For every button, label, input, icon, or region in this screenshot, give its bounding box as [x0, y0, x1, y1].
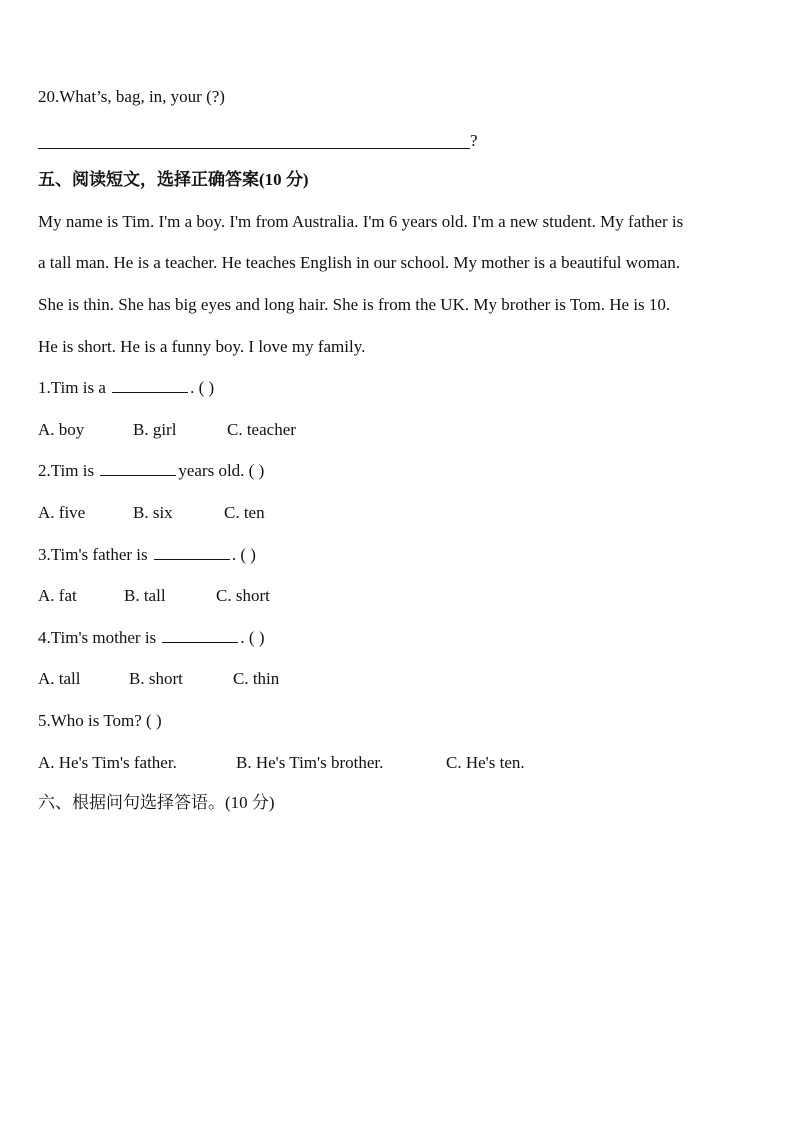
question-5-stem [38, 711, 162, 731]
question-4-option-a: A. tall [38, 669, 81, 688]
question-4-stem [38, 628, 264, 648]
q20-end-mark: ? [470, 131, 478, 150]
question-5-option-a: A. He's Tim's father. [38, 753, 177, 772]
question-3-stem [38, 545, 256, 565]
question-2-option-b: B. six [133, 503, 173, 522]
question-2-stem-after: years old. ( ) [178, 461, 265, 480]
passage-line: She is thin. She has big eyes and long hair. She is from the UK. My brother is Tom. He is 10. [38, 295, 671, 314]
question-5-option-c: C. He's ten. [446, 753, 525, 772]
question-4-option-b: B. short [129, 669, 183, 688]
question-1-option-b: B. girl [133, 420, 177, 439]
q20-prompt: 20.What’s, bag, in, your (?) [38, 87, 225, 106]
question-1-stem [38, 378, 214, 398]
question-1-option-c: C. teacher [227, 420, 296, 439]
question-1-stem-after: . ( ) [190, 378, 215, 397]
question-1-option-a: A. boy [38, 420, 85, 439]
question-2-option-a: A. five [38, 503, 86, 522]
question-3-option-b: B. tall [124, 586, 166, 605]
question-4-stem-before: 4.Tim's mother is [38, 628, 157, 647]
question-2-blank [100, 461, 176, 476]
question-3-stem-before: 3.Tim's father is [38, 545, 148, 564]
question-5-stem-before: 5.Who is Tom? ( [38, 711, 152, 730]
question-4-stem-after: . ( ) [240, 628, 265, 647]
q20-answer-line [38, 148, 470, 149]
passage-line: a tall man. He is a teacher. He teaches English in our school. My mother is a beautiful woman. [38, 253, 681, 272]
question-4-option-c: C. thin [233, 669, 280, 688]
question-2-stem [38, 461, 264, 481]
question-3-blank [154, 545, 230, 560]
question-1-blank [112, 378, 188, 393]
question-1-stem-before: 1.Tim is a [38, 378, 106, 397]
section5-title: 五、阅读短文，选择正确答案(10 分) [38, 170, 309, 189]
passage-line: He is short. He is a funny boy. I love my family. [38, 337, 366, 356]
question-3-option-a: A. fat [38, 586, 77, 605]
section6-title: 六、根据问句选择答语。(10 分) [38, 793, 275, 812]
question-2-option-c: C. ten [224, 503, 265, 522]
question-2-stem-before: 2.Tim is [38, 461, 95, 480]
question-5-option-b: B. He's Tim's brother. [236, 753, 384, 772]
question-3-stem-after: . ( ) [231, 545, 256, 564]
question-4-blank [162, 628, 238, 643]
question-5-stem-after: ) [151, 711, 162, 730]
passage-line: My name is Tim. I'm a boy. I'm from Australia. I'm 6 years old. I'm a new student. My father is [38, 212, 684, 231]
question-3-option-c: C. short [216, 586, 270, 605]
